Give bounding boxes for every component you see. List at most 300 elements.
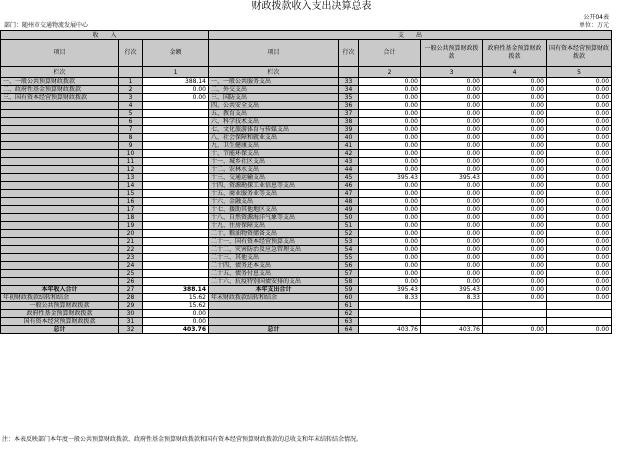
income-amount-cell (143, 198, 209, 206)
state-capital-value-cell: 0.00 (547, 254, 612, 262)
income-amount-cell: 388.14 (143, 78, 209, 86)
state-capital-value-cell: 0.00 (547, 214, 612, 222)
general-budget-value-cell: 0.00 (421, 102, 483, 110)
state-capital-value-cell (547, 310, 612, 318)
total-value-cell: 0.00 (359, 94, 421, 102)
expense-item-cell: 二十二、灾害防治及应急管理支出 (209, 246, 339, 254)
table-row (1, 158, 612, 166)
total-value-cell: 395.43 (359, 174, 421, 182)
table-row (1, 270, 612, 278)
general-budget-value-cell: 0.00 (421, 190, 483, 198)
total-header: 合计 (359, 40, 421, 67)
income-rowno-cell: 10 (119, 150, 143, 158)
column-index-label: 栏次 (209, 67, 339, 78)
income-amount-cell (143, 206, 209, 214)
column-index-label: 栏次 (1, 67, 119, 78)
expense-item-cell: 十六、金融支出 (209, 198, 339, 206)
general-budget-header: 一般公共预算财政拨款 (421, 40, 483, 67)
table-row (1, 206, 612, 214)
income-amount-cell: 0.00 (143, 310, 209, 318)
income-item-cell (1, 102, 119, 110)
income-rowno-cell: 31 (119, 318, 143, 326)
table-row (1, 142, 612, 150)
income-item-cell (1, 166, 119, 174)
total-value-cell: 0.00 (359, 86, 421, 94)
income-amount-cell (143, 182, 209, 190)
income-amount-cell (143, 118, 209, 126)
income-rowno-cell: 1 (119, 78, 143, 86)
table-row (1, 118, 612, 126)
state-capital-value-cell: 0.00 (547, 142, 612, 150)
income-rowno-cell: 19 (119, 222, 143, 230)
expense-item-cell (209, 310, 339, 318)
income-item-cell (1, 254, 119, 262)
income-item-cell (1, 238, 119, 246)
gov-fund-value-cell: 0.00 (483, 110, 547, 118)
income-item-cell (1, 150, 119, 158)
table-row (1, 302, 612, 310)
income-amount-cell: 0.00 (143, 86, 209, 94)
expense-item-cell: 十三、交通运输支出 (209, 174, 339, 182)
income-amount-cell: 388.14 (143, 286, 209, 294)
expense-rowno-cell: 61 (339, 302, 359, 310)
expense-rowno-cell: 41 (339, 142, 359, 150)
gov-fund-value-cell: 0.00 (483, 214, 547, 222)
income-amount-cell (143, 126, 209, 134)
expense-item-cell: 三、国防支出 (209, 94, 339, 102)
state-capital-value-cell: 0.00 (547, 246, 612, 254)
expense-item-cell: 九、卫生健康支出 (209, 142, 339, 150)
state-capital-value-cell: 0.00 (547, 158, 612, 166)
income-rowno-cell: 22 (119, 246, 143, 254)
column-index-4: 4 (483, 67, 547, 78)
general-budget-value-cell: 0.00 (421, 110, 483, 118)
state-capital-value-cell: 0.00 (547, 102, 612, 110)
general-budget-value-cell: 0.00 (421, 270, 483, 278)
total-value-cell (359, 302, 421, 310)
department-label: 部门：随州市交通物流发展中心 (4, 22, 89, 29)
general-budget-value-cell: 395.43 (421, 286, 483, 294)
general-budget-value-cell: 0.00 (421, 278, 483, 286)
income-item-cell: 政府性基金预算财政拨款 (1, 310, 119, 318)
income-item-cell: 总计 (1, 326, 119, 334)
expense-item-cell: 五、教育支出 (209, 110, 339, 118)
income-item-cell (1, 110, 119, 118)
state-capital-value-cell: 0.00 (547, 126, 612, 134)
expense-rowno-cell: 35 (339, 94, 359, 102)
expense-item-cell: 总计 (209, 326, 339, 334)
income-rowno-cell: 18 (119, 214, 143, 222)
income-amount-cell (143, 238, 209, 246)
total-value-cell: 0.00 (359, 142, 421, 150)
table-row (1, 310, 612, 318)
income-amount-cell (143, 278, 209, 286)
state-capital-value-cell: 0.00 (547, 78, 612, 86)
income-amount-cell (143, 134, 209, 142)
income-item-cell: 本年收入合计 (1, 286, 119, 294)
income-rowno-cell: 25 (119, 270, 143, 278)
state-capital-value-cell: 0.00 (547, 174, 612, 182)
income-rowno-cell: 11 (119, 158, 143, 166)
table-row (1, 94, 612, 102)
gov-fund-value-cell: 0.00 (483, 142, 547, 150)
gov-fund-value-cell: 0.00 (483, 134, 547, 142)
total-value-cell: 0.00 (359, 182, 421, 190)
general-budget-value-cell: 0.00 (421, 206, 483, 214)
total-value-cell: 0.00 (359, 190, 421, 198)
state-capital-value-cell: 0.00 (547, 118, 612, 126)
general-budget-value-cell: 0.00 (421, 214, 483, 222)
general-budget-value-cell: 0.00 (421, 118, 483, 126)
expense-rowno-cell: 56 (339, 262, 359, 270)
total-value-cell: 8.33 (359, 294, 421, 302)
state-capital-value-cell: 0.00 (547, 198, 612, 206)
gov-fund-value-cell: 0.00 (483, 94, 547, 102)
expense-item-cell (209, 302, 339, 310)
gov-fund-value-cell (483, 310, 547, 318)
income-amount-cell: 0.00 (143, 318, 209, 326)
gov-fund-value-cell: 0.00 (483, 102, 547, 110)
income-amount-cell (143, 222, 209, 230)
income-rowno-cell: 15 (119, 190, 143, 198)
income-item-cell (1, 262, 119, 270)
expense-rowno-cell: 44 (339, 166, 359, 174)
income-rowno-cell: 32 (119, 326, 143, 334)
income-amount-cell (143, 230, 209, 238)
total-value-cell: 0.00 (359, 246, 421, 254)
state-capital-value-cell: 0.00 (547, 86, 612, 94)
total-value-cell: 0.00 (359, 270, 421, 278)
income-rowno-cell: 29 (119, 302, 143, 310)
gov-fund-value-cell: 0.00 (483, 326, 547, 334)
expense-item-cell: 一、一般公共服务支出 (209, 78, 339, 86)
table-row (1, 86, 612, 94)
income-item-cell (1, 246, 119, 254)
gov-fund-value-cell (483, 302, 547, 310)
general-budget-value-cell: 8.33 (421, 294, 483, 302)
general-budget-value-cell: 0.00 (421, 94, 483, 102)
total-value-cell (359, 318, 421, 326)
income-rowno-cell: 8 (119, 134, 143, 142)
expense-rowno-cell: 45 (339, 174, 359, 182)
general-budget-value-cell: 0.00 (421, 126, 483, 134)
table-row (1, 126, 612, 134)
income-rowno-cell: 20 (119, 230, 143, 238)
expense-item-cell: 十一、城乡社区支出 (209, 158, 339, 166)
column-index-3: 3 (421, 67, 483, 78)
income-item-cell (1, 198, 119, 206)
general-budget-value-cell: 0.00 (421, 182, 483, 190)
state-capital-value-cell: 0.00 (547, 110, 612, 118)
expense-item-cell: 二十六、抗疫特别国债安排的支出 (209, 278, 339, 286)
table-row (1, 238, 612, 246)
table-row (1, 134, 612, 142)
column-index-blank (119, 67, 143, 78)
expense-item-cell: 十四、资源勘探工业信息等支出 (209, 182, 339, 190)
income-amount-cell: 15.62 (143, 302, 209, 310)
income-item-cell (1, 182, 119, 190)
expense-rowno-cell: 54 (339, 246, 359, 254)
total-value-cell (359, 310, 421, 318)
general-budget-value-cell: 0.00 (421, 238, 483, 246)
gov-fund-value-cell: 0.00 (483, 230, 547, 238)
income-item-cell (1, 142, 119, 150)
total-value-cell: 0.00 (359, 166, 421, 174)
expense-item-cell: 七、文化旅游体育与传媒支出 (209, 126, 339, 134)
gov-fund-value-cell: 0.00 (483, 238, 547, 246)
total-value-cell: 0.00 (359, 102, 421, 110)
income-item-cell: 国有资本经营预算财政拨款 (1, 318, 119, 326)
state-capital-value-cell: 0.00 (547, 286, 612, 294)
state-capital-value-cell: 0.00 (547, 150, 612, 158)
expense-rowno-cell: 33 (339, 78, 359, 86)
table-row (1, 318, 612, 326)
table-row (1, 326, 612, 334)
income-item-cell (1, 222, 119, 230)
expense-rowno-cell: 42 (339, 150, 359, 158)
general-budget-value-cell: 0.00 (421, 254, 483, 262)
income-rowno-cell: 5 (119, 110, 143, 118)
expense-item-cell: 四、公共安全支出 (209, 102, 339, 110)
state-capital-value-cell: 0.00 (547, 326, 612, 334)
income-amount-cell (143, 150, 209, 158)
income-item-cell (1, 126, 119, 134)
expense-rowno-cell: 47 (339, 190, 359, 198)
state-capital-value-cell: 0.00 (547, 166, 612, 174)
state-capital-value-cell (547, 302, 612, 310)
amount-header: 金额 (143, 40, 209, 67)
state-capital-value-cell (547, 318, 612, 326)
general-budget-value-cell: 0.00 (421, 134, 483, 142)
expense-item-cell: 二十四、债务还本支出 (209, 262, 339, 270)
total-value-cell: 0.00 (359, 150, 421, 158)
table-row (1, 286, 612, 294)
gov-fund-value-cell: 0.00 (483, 222, 547, 230)
income-item-header: 项目 (1, 40, 119, 67)
general-budget-value-cell: 0.00 (421, 86, 483, 94)
total-value-cell: 0.00 (359, 126, 421, 134)
gov-fund-value-cell: 0.00 (483, 294, 547, 302)
expense-rowno-cell: 50 (339, 214, 359, 222)
gov-fund-value-cell: 0.00 (483, 206, 547, 214)
column-index-blank (339, 67, 359, 78)
gov-fund-value-cell: 0.00 (483, 166, 547, 174)
income-item-cell (1, 190, 119, 198)
table-row (1, 246, 612, 254)
income-rowno-cell: 3 (119, 94, 143, 102)
expense-rowno-cell: 53 (339, 238, 359, 246)
table-row (1, 190, 612, 198)
expense-rowno-cell: 48 (339, 198, 359, 206)
gov-fund-value-cell: 0.00 (483, 78, 547, 86)
gov-fund-value-cell: 0.00 (483, 150, 547, 158)
table-row (1, 254, 612, 262)
expense-rowno-cell: 62 (339, 310, 359, 318)
general-budget-value-cell: 0.00 (421, 142, 483, 150)
income-amount-cell (143, 214, 209, 222)
expense-item-cell: 二十三、其他支出 (209, 254, 339, 262)
income-amount-cell (143, 174, 209, 182)
table-row (1, 174, 612, 182)
gov-fund-value-cell (483, 318, 547, 326)
general-budget-value-cell: 403.76 (421, 326, 483, 334)
total-value-cell: 0.00 (359, 206, 421, 214)
income-item-cell: 三、国有资本经营预算财政拨款 (1, 94, 119, 102)
expense-item-cell: 十二、农林水支出 (209, 166, 339, 174)
general-budget-value-cell: 0.00 (421, 166, 483, 174)
income-item-cell (1, 230, 119, 238)
expense-rowno-cell: 63 (339, 318, 359, 326)
general-budget-value-cell: 0.00 (421, 78, 483, 86)
expense-rowno-cell: 59 (339, 286, 359, 294)
income-rowno-cell: 27 (119, 286, 143, 294)
state-capital-value-cell: 0.00 (547, 222, 612, 230)
gov-fund-value-cell: 0.00 (483, 262, 547, 270)
general-budget-value-cell: 0.00 (421, 222, 483, 230)
total-value-cell: 0.00 (359, 278, 421, 286)
income-rowno-cell: 6 (119, 118, 143, 126)
expense-rowno-cell: 52 (339, 230, 359, 238)
income-rowno-cell: 13 (119, 174, 143, 182)
general-budget-value-cell: 0.00 (421, 158, 483, 166)
state-capital-value-cell: 0.00 (547, 182, 612, 190)
income-item-cell (1, 270, 119, 278)
total-value-cell: 0.00 (359, 238, 421, 246)
expense-rowno-cell: 43 (339, 158, 359, 166)
income-amount-cell (143, 270, 209, 278)
state-capital-header: 国有资本经营预算财政拨款 (547, 40, 612, 67)
table-row (1, 166, 612, 174)
state-capital-value-cell: 0.00 (547, 262, 612, 270)
unit-label: 单位：万元 (578, 22, 609, 29)
general-budget-value-cell (421, 302, 483, 310)
form-number: 公开04表 (583, 14, 609, 21)
income-rowno-header: 行次 (119, 40, 143, 67)
gov-fund-header: 政府性基金预算财政拨款 (483, 40, 547, 67)
expense-item-cell: 二十五、债务付息支出 (209, 270, 339, 278)
state-capital-value-cell: 0.00 (547, 230, 612, 238)
general-budget-value-cell (421, 310, 483, 318)
expense-rowno-cell: 34 (339, 86, 359, 94)
income-item-cell: 一、一般公共预算财政拨款 (1, 78, 119, 86)
column-index-5: 5 (547, 67, 612, 78)
income-amount-cell: 15.62 (143, 294, 209, 302)
gov-fund-value-cell: 0.00 (483, 198, 547, 206)
income-item-cell (1, 134, 119, 142)
income-amount-cell: 0.00 (143, 94, 209, 102)
expense-item-header: 项目 (209, 40, 339, 67)
expense-rowno-cell: 55 (339, 254, 359, 262)
expense-item-cell: 十九、住房保障支出 (209, 222, 339, 230)
income-item-cell: 二、政府性基金预算财政拨款 (1, 86, 119, 94)
income-amount-cell (143, 246, 209, 254)
total-value-cell: 0.00 (359, 198, 421, 206)
budget-table (0, 30, 612, 334)
expense-item-cell: 年末财政拨款结转和结余 (209, 294, 339, 302)
expense-rowno-cell: 64 (339, 326, 359, 334)
income-rowno-cell: 7 (119, 126, 143, 134)
footnote: 注：本表反映部门本年度一般公共预算财政拨款、政府性基金预算财政拨款和国有资本经营预算财政拨款的总收支和年末结转结余情况。 (2, 436, 363, 443)
expense-item-cell: 十五、商业服务业等支出 (209, 190, 339, 198)
gov-fund-value-cell: 0.00 (483, 158, 547, 166)
gov-fund-value-cell: 0.00 (483, 182, 547, 190)
income-rowno-cell: 21 (119, 238, 143, 246)
general-budget-value-cell: 0.00 (421, 246, 483, 254)
income-rowno-cell: 17 (119, 206, 143, 214)
total-value-cell: 0.00 (359, 118, 421, 126)
table-row (1, 78, 612, 86)
expense-item-cell: 十、节能环保支出 (209, 150, 339, 158)
gov-fund-value-cell: 0.00 (483, 126, 547, 134)
table-row (1, 102, 612, 110)
table-row (1, 198, 612, 206)
total-value-cell: 403.76 (359, 326, 421, 334)
expense-rowno-cell: 39 (339, 126, 359, 134)
income-item-cell (1, 158, 119, 166)
expense-item-cell: 二十一、国有资本经营预算支出 (209, 238, 339, 246)
expense-rowno-cell: 46 (339, 182, 359, 190)
income-rowno-cell: 4 (119, 102, 143, 110)
expense-rowno-cell: 37 (339, 110, 359, 118)
table-row (1, 110, 612, 118)
state-capital-value-cell: 0.00 (547, 278, 612, 286)
income-amount-cell (143, 262, 209, 270)
state-capital-value-cell: 0.00 (547, 270, 612, 278)
income-rowno-cell: 26 (119, 278, 143, 286)
expense-item-cell: 八、社会保障和就业支出 (209, 134, 339, 142)
expense-rowno-cell: 36 (339, 102, 359, 110)
income-item-cell (1, 174, 119, 182)
expense-rowno-cell: 40 (339, 134, 359, 142)
income-header: 收 入 (1, 31, 209, 40)
income-amount-cell (143, 110, 209, 118)
income-rowno-cell: 2 (119, 86, 143, 94)
table-row (1, 182, 612, 190)
expense-item-cell: 六、科学技术支出 (209, 118, 339, 126)
state-capital-value-cell: 0.00 (547, 190, 612, 198)
general-budget-value-cell: 395.43 (421, 174, 483, 182)
total-value-cell: 0.00 (359, 78, 421, 86)
total-value-cell: 0.00 (359, 254, 421, 262)
income-amount-cell (143, 158, 209, 166)
expense-item-cell: 本年支出合计 (209, 286, 339, 294)
total-value-cell: 0.00 (359, 134, 421, 142)
total-value-cell: 0.00 (359, 110, 421, 118)
general-budget-value-cell: 0.00 (421, 150, 483, 158)
gov-fund-value-cell: 0.00 (483, 86, 547, 94)
table-row (1, 278, 612, 286)
income-item-cell (1, 206, 119, 214)
income-rowno-cell: 23 (119, 254, 143, 262)
expense-item-cell: 二十、粮油物资储备支出 (209, 230, 339, 238)
expense-header: 支 出 (209, 31, 612, 40)
income-amount-cell (143, 254, 209, 262)
income-amount-cell (143, 166, 209, 174)
income-rowno-cell: 30 (119, 310, 143, 318)
income-item-cell: 一般公共预算财政拨款 (1, 302, 119, 310)
income-rowno-cell: 14 (119, 182, 143, 190)
income-item-cell (1, 278, 119, 286)
state-capital-value-cell: 0.00 (547, 238, 612, 246)
report-title: 财政拨款收入支出决算总表 (251, 1, 372, 12)
expense-rowno-cell: 60 (339, 294, 359, 302)
general-budget-value-cell: 0.00 (421, 262, 483, 270)
income-item-cell (1, 118, 119, 126)
gov-fund-value-cell: 0.00 (483, 254, 547, 262)
income-item-cell (1, 214, 119, 222)
income-amount-cell (143, 142, 209, 150)
gov-fund-value-cell: 0.00 (483, 278, 547, 286)
